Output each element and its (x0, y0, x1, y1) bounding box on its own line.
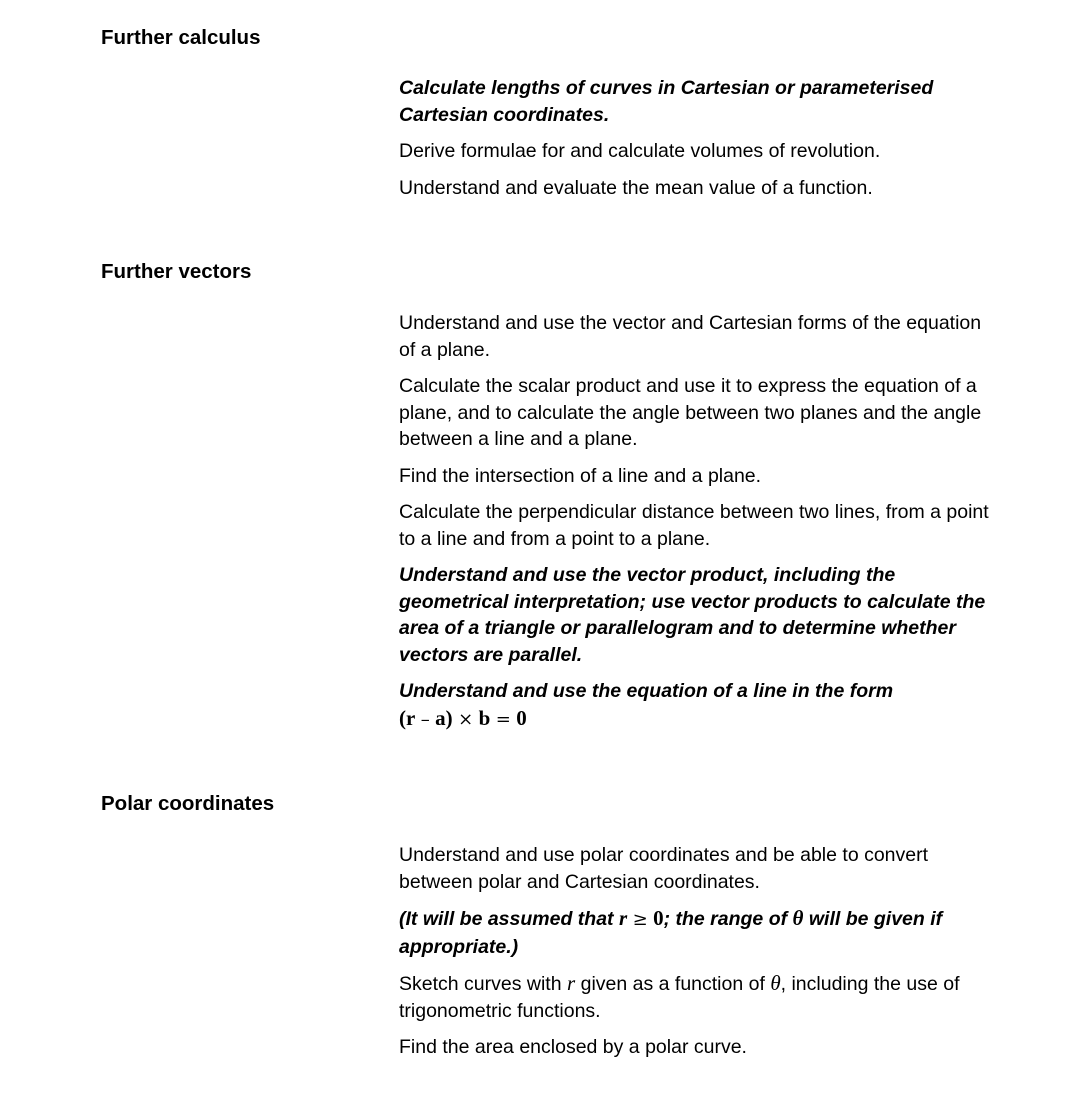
math-geq: ≥ (632, 909, 648, 930)
content-item-sketch-curves: Sketch curves with r given as a function of θ, including the use of trigonometric functions. (399, 971, 960, 1022)
section-body-further-vectors (399, 310, 999, 743)
line-equation-formula: (r – a) × b = 0 (399, 705, 527, 730)
content-item: Derive formulae for and calculate volumes of revolution. (399, 140, 881, 162)
content-item: Calculate lengths of curves in Cartesian or parameterised Cartesian coordinates. (399, 77, 934, 126)
content-item: Find the intersection of a line and a plane. (399, 464, 762, 487)
section-heading-further-vectors: Further vectors (101, 260, 252, 283)
content-item-text: Understand and use the equation of a line in the form (399, 680, 894, 702)
content-item: Understand and evaluate the mean value of a function. (399, 176, 873, 199)
math-theta: θ (770, 971, 781, 995)
section-body-further-calculus (399, 75, 999, 211)
content-item: Understand and use polar coordinates and be able to convert between polar and Cartesian coordinates. (399, 844, 929, 893)
section-heading-polar-coordinates: Polar coordinates (101, 792, 275, 815)
math-zero: 0 (653, 906, 664, 930)
content-item: Find the area enclosed by a polar curve. (399, 1036, 747, 1058)
math-r: r (618, 906, 628, 930)
math-theta: θ (792, 906, 804, 930)
content-item: Calculate the perpendicular distance between two lines, from a point to a line and from a point to a plane. (399, 501, 989, 550)
content-item-line-equation (399, 678, 999, 733)
content-item-assumption: (It will be assumed that r ≥ 0; the range of θ will be given if appropriate.) (399, 906, 943, 958)
math-r: r (566, 971, 576, 995)
content-item: Understand and use the vector and Cartesian forms of the equation of a plane. (399, 312, 982, 361)
content-item: Understand and use the vector product, including the geometrical interpretation; use vector products to calculate the area of a triangle or parallelogram and to determine whether vectors are parallel. (399, 564, 986, 666)
section-body-polar-coordinates (399, 842, 999, 1071)
content-item: Calculate the scalar product and use it to express the equation of a plane, and to calculate the angle between two planes and the angle between a line and a plane. (399, 375, 982, 450)
section-heading-further-calculus: Further calculus (101, 26, 261, 49)
